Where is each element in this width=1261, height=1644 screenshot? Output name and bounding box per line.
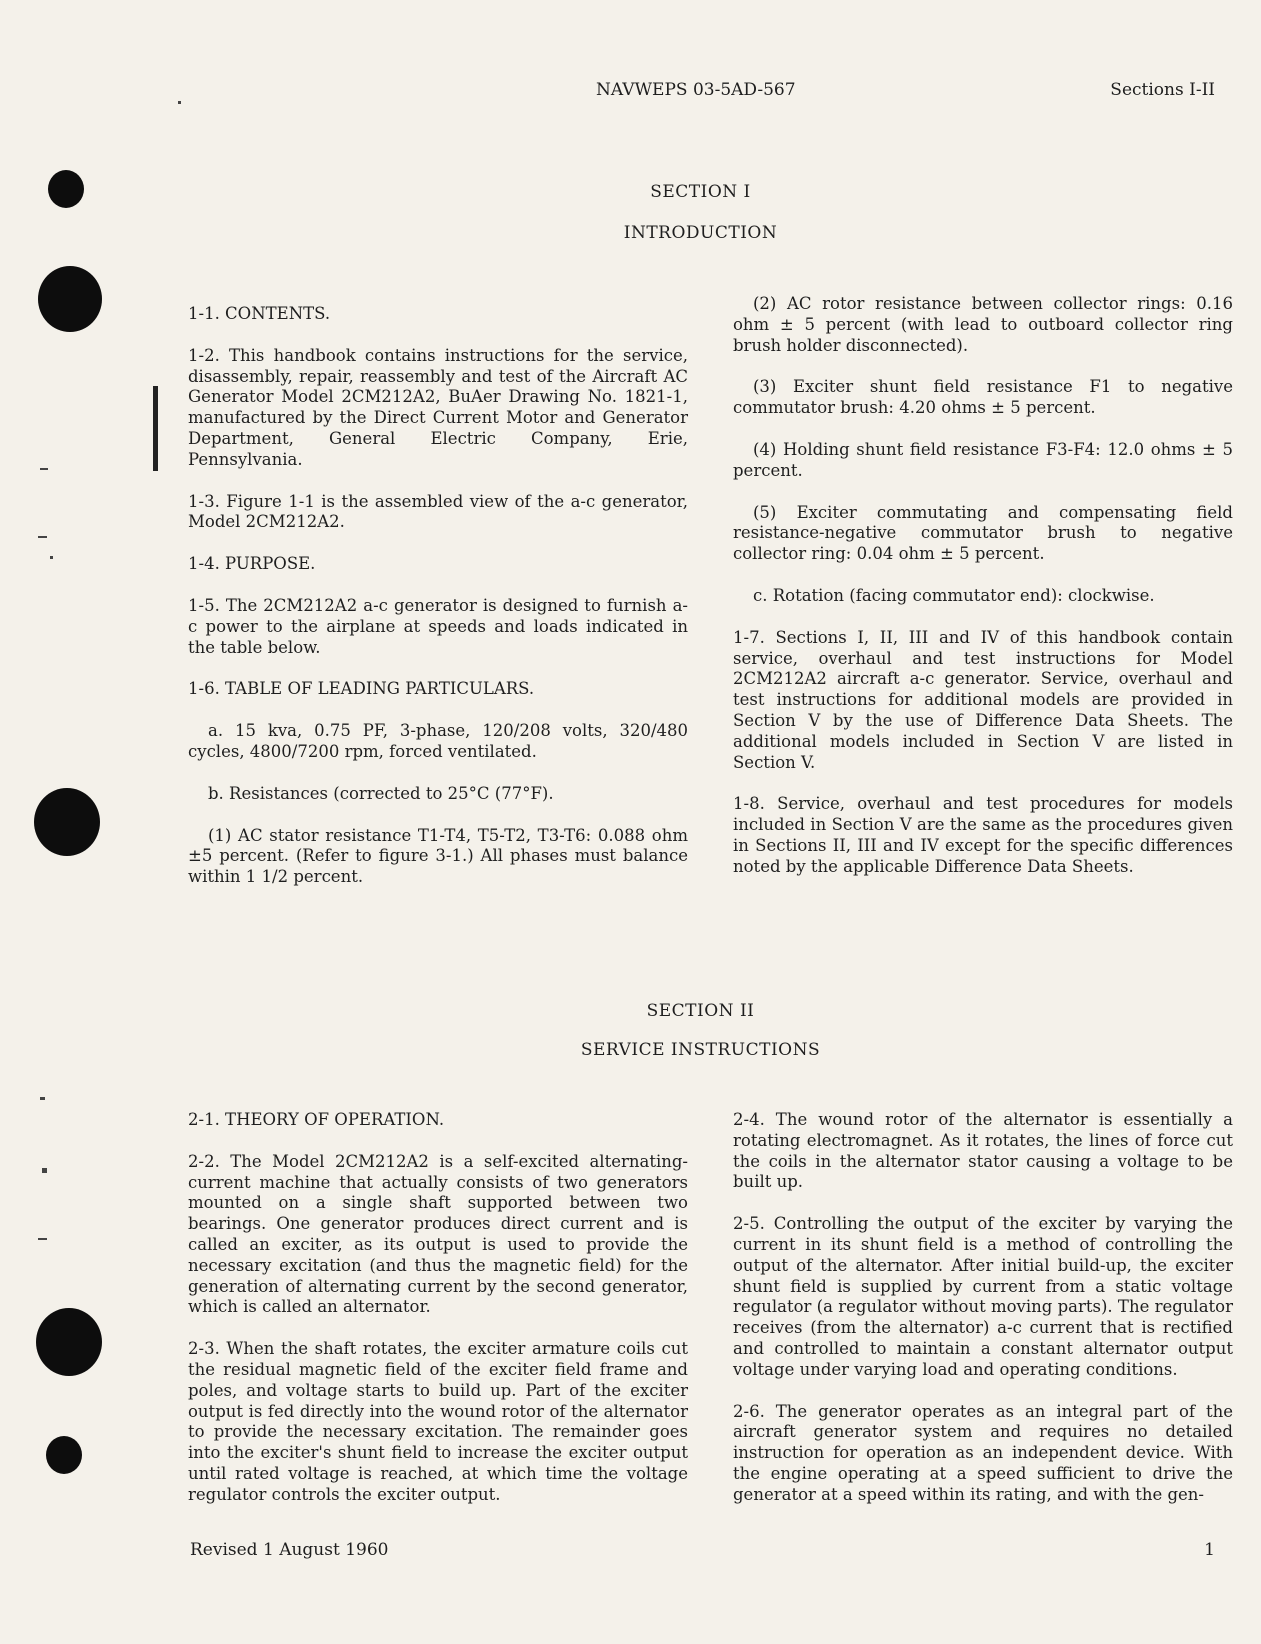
paragraph-2-5: 2-5. Controlling the output of the exciter by varying the current in its shunt field is a method of controlling the output of the alternator. After initial build-up, the exciter shunt field is supplied by current from a static voltage regulator (a regulator without moving parts). The regulator receives (from the alternator) a-c current that is rectified and controlled to maintain a constant alternator output voltage under varying load and operating conditions. — [733, 1214, 1233, 1379]
paragraph-1-6b2: (2) AC rotor resistance between collector rings: 0.16 ohm ± 5 percent (with lead to outboard collector ring brush holder disconnected). — [733, 294, 1233, 355]
binder-hole — [38, 266, 102, 332]
section-1-right-column — [733, 294, 1233, 899]
binder-hole — [36, 1308, 102, 1376]
paragraph-1-6b4: (4) Holding shunt field resistance F3-F4: 12.0 ohms ± 5 percent. — [733, 439, 1233, 480]
section-2-left-column — [188, 1110, 688, 1527]
paragraph-2-3: 2-3. When the shaft rotates, the exciter armature coils cut the residual magnetic field of the exciter field frame and poles, and voltage starts to build up. Part of the exciter output is fed directly into the wound rotor of the alternator to provide the necessary excitation. The remainder goes into the exciter's shunt field to increase the exciter output until rated voltage is reached, at which time the voltage regulator controls the exciter output. — [188, 1339, 688, 1504]
scan-speck — [40, 1097, 45, 1100]
change-bar — [153, 386, 158, 471]
revision-date: Revised 1 August 1960 — [190, 1540, 389, 1560]
paragraph-2-1: 2-1. THEORY OF OPERATION. — [188, 1110, 445, 1129]
paragraph-1-5: 1-5. The 2CM212A2 a-c generator is designed to furnish a-c power to the airplane at speeds and loads indicated in the table below. — [188, 595, 688, 657]
document-number: NAVWEPS 03-5AD-567 — [596, 80, 796, 100]
section-2-subtitle: SERVICE INSTRUCTIONS — [580, 1040, 821, 1060]
binder-hole — [34, 788, 100, 856]
paragraph-1-2: 1-2. This handbook contains instructions for the service, disassembly, repair, reassembly and test of the Aircraft AC Generator Model 2CM212A2, BuAer Drawing No. 1821-1, manufactured by the Direct Current Motor and Generator Department, General Electric Company, Erie, Pennsylvania. — [188, 345, 688, 469]
paragraph-2-4: 2-4. The wound rotor of the alternator is essentially a rotating electromagnet. As it rotates, the lines of force cut the coils in the alternator stator causing a voltage to be built up. — [733, 1110, 1233, 1192]
scan-speck — [50, 556, 53, 559]
paragraph-2-6: 2-6. The generator operates as an integral part of the aircraft generator system and requires no detailed instruction for operation as an independent device. With the engine operating at a speed sufficient to drive the generator at a speed within its rating, and with the gen- — [733, 1401, 1233, 1504]
paragraph-1-6b1: (1) AC stator resistance T1-T4, T5-T2, T3-T6: 0.088 ohm ±5 percent. (Refer to figure 3-1.) All phases must balance within 1 1/2 percent. — [188, 825, 688, 887]
paragraph-1-6b5: (5) Exciter commutating and compensating field resistance-negative commutator brush to negative collector ring: 0.04 ohm ± 5 percent. — [733, 502, 1233, 564]
paragraph-1-6: 1-6. TABLE OF LEADING PARTICULARS. — [188, 679, 535, 699]
binder-hole — [46, 1436, 82, 1474]
section-1-subtitle: INTRODUCTION — [623, 223, 778, 243]
paragraph-2-2: 2-2. The Model 2CM212A2 is a self-excited alternating-current machine that actually consists of two generators mounted on a single shaft supported between two bearings. One generator produces direct current and is called an exciter, as its output is used to provide the necessary excitation (and thus the magnetic field) for the generation of alternating current by the second generator, which is called an alternator. — [188, 1151, 688, 1317]
paragraph-1-6c: c. Rotation (facing commutator end): clockwise. — [753, 585, 1155, 605]
section-1-title: SECTION I — [650, 182, 751, 202]
scan-speck — [178, 101, 181, 104]
paragraph-1-6b3: (3) Exciter shunt field resistance F1 to negative commutator brush: 4.20 ohms ± 5 percent. — [733, 377, 1233, 418]
paragraph-1-7: 1-7. Sections I, II, III and IV of this handbook contain service, overhaul and test instructions for Model 2CM212A2 aircraft a-c generator. Service, overhaul and test instructions for additional models are provided in Section V by the use of Difference Data Sheets. The additional models included in Section V are listed in Section V. — [733, 627, 1233, 772]
section-2-title: SECTION II — [646, 1001, 755, 1021]
page-number: 1 — [1204, 1540, 1215, 1560]
section-2-right-column — [733, 1110, 1233, 1527]
paragraph-1-8: 1-8. Service, overhaul and test procedures for models included in Section V are the same as the procedures given in Sections II, III and IV except for the specific differences noted by the applicable Difference Data Sheets. — [733, 794, 1233, 876]
section-reference: Sections I-II — [1110, 80, 1215, 100]
scan-speck — [42, 1168, 47, 1173]
scan-speck — [38, 1238, 47, 1240]
scan-speck — [38, 536, 47, 538]
paragraph-1-6a: a. 15 kva, 0.75 PF, 3-phase, 120/208 volts, 320/480 cycles, 4800/7200 rpm, forced ventilated. — [188, 721, 688, 761]
paragraph-1-4: 1-4. PURPOSE. — [188, 554, 316, 574]
paragraph-1-1: 1-1. CONTENTS. — [188, 304, 331, 323]
section-1-left-column — [188, 304, 688, 909]
scan-speck — [40, 468, 48, 470]
paragraph-1-6b: b. Resistances (corrected to 25°C (77°F). — [208, 783, 554, 803]
paragraph-1-3: 1-3. Figure 1-1 is the assembled view of the a-c generator, Model 2CM212A2. — [188, 491, 688, 532]
